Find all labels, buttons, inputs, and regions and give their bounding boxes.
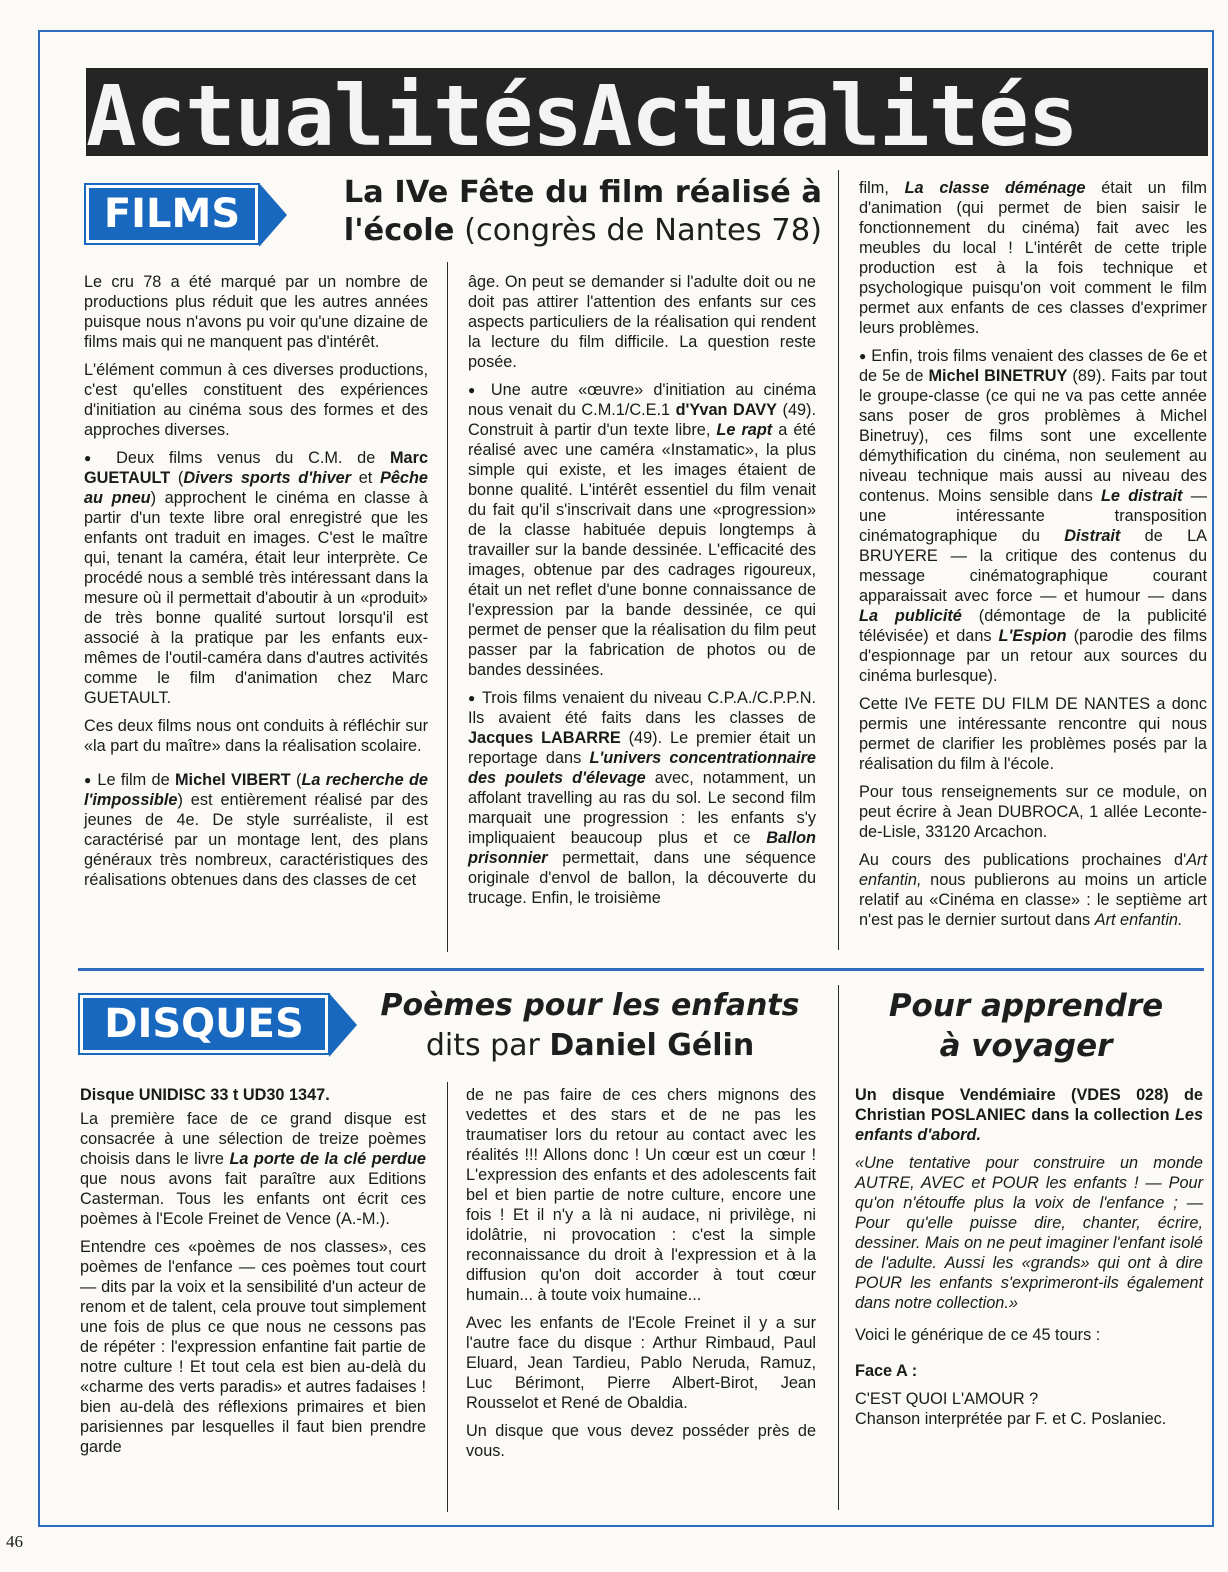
disques-c2-p1: de ne pas faire de ces chers mignons des vedettes et des stars et de ne pas les traumatiser lors du retour au contact avec les réalités !!! Allons donc ! Un cœur est un cœur ! L'expression des enfants et des adolescents fait bel et bien partie de notre culture, encore une fois ! Et il n'y a là ni audace, ni privilège, ni idolâtrie, ni provocation : c'est la simple reconnaissance du droit à l'expression et à la diffusion qu'on doit accorder à tout cœur humain... à toute voix humaine... xyxy=(466,1086,816,1304)
disques-title-line2-a: dits par xyxy=(425,1028,550,1063)
disques-tag-arrow xyxy=(329,993,357,1057)
voyager-ref: Un disque Vendémiaire (VDES 028) de Christian POSLANIEC dans la collection Les enfants d'abord. xyxy=(855,1086,1203,1144)
films-c1-p4: Ces deux films nous ont conduits à réfléchir sur «la part du maître» dans la réalisation scolaire. xyxy=(84,717,428,755)
banner-title: ActualitésActualités xyxy=(86,68,1078,156)
voyager-song: C'EST QUOI L'AMOUR ? xyxy=(855,1390,1039,1408)
films-column-3 xyxy=(859,178,1207,938)
films-column-1 xyxy=(84,272,428,898)
films-c3-p3: Cette IVe FETE DU FILM DE NANTES a donc permis une intéressante rencontre qui nous permet de clarifier les problèmes posés par la réalisation du film à l'école. xyxy=(859,695,1207,773)
bullet-icon: ● xyxy=(84,773,93,787)
films-title-line2-bold: l'école xyxy=(343,213,455,248)
disques-tag: DISQUES xyxy=(80,995,328,1053)
section-separator xyxy=(78,968,1204,971)
films-c3-p1: film, La classe déménage était un film d'animation (qui permet de bien saisir le fonctionnement du cinéma) fait avec les meubles du local ! L'intérêt de cette triple production est à la fois technique et psychologique puisqu'on voit comment le film permet aux enfants de ces classes d'exprimer leurs problèmes. xyxy=(859,179,1207,337)
disques-column-divider-2 xyxy=(838,985,839,1510)
films-column-divider-2 xyxy=(838,170,839,950)
disques-title-line1: Poèmes pour les enfants xyxy=(380,988,800,1023)
films-title-line1: La IVe Fête du film réalisé à xyxy=(343,175,822,210)
disques-column-divider-1 xyxy=(447,1082,448,1512)
disques-c1-p2: Entendre ces «poèmes de nos classes», ces poèmes de l'enfance — ces poèmes tout court — dits par la voix et la sensibilité d'un acteur de renom et de talent, cela prouve tout simplement une fois de plus ce que nous ne cessons pas de répéter : l'expression enfantine fait partie de notre culture ! Et tout cela est bien au-delà du «charme des verts paradis» et autres fadaises ! bien au-delà des réflexions primaires et bien parisiennes par lesquelles il faut bien prendre garde xyxy=(80,1238,426,1456)
disques-title-line2-b: Daniel Gélin xyxy=(549,1028,755,1063)
films-c3-p2: ● Enfin, trois films venaient des classes de 6e et de 5e de Michel BINETRUY (89). Faits par tout le groupe-classe (ce qui ne va pas cette année sans poser de gros problèmes à Michel Binetruy), ces films sont une excellente démythification du cinéma, non seulement au niveau technique mais aussi au niveau des contenus. Moins sensible dans Le distrait — une intéressante transposition cinématographique du Distrait de LA BRUYERE — la critique des contenus du message cinématographique courant apparaissait avec force — et humour — dans La publicité (démontage de la publicité télévisée) et dans L'Espion (parodie des films d'espionnage par un retour aux sources du cinéma burlesque). xyxy=(859,347,1207,685)
disques-c1-p1: La première face de ce grand disque est consacrée à une sélection de treize poèmes choisis dans le livre La porte de la clé perdue que nous avons fait paraître aux Editions Casterman. Tous les enfants ont écrit ces poèmes à l'Ecole Freinet de Vence (A.-M.). xyxy=(80,1110,426,1228)
films-title xyxy=(312,174,822,250)
films-c3-p4: Pour tous renseignements sur ce module, on peut écrire à Jean DUBROCA, 1 allée Leconte-de-Lisle, 33120 Arcachon. xyxy=(859,783,1207,841)
voyager-title-line1: Pour apprendre xyxy=(888,988,1164,1024)
films-c1-p5: ● Le film de Michel VIBERT (La recherche de l'impossible) est entièrement réalisé par des jeunes de 4e. De style surréaliste, il est caractérisé par un montage lent, des plans généraux très nombreux, caractéristiques des réalisations obtenues dans des classes de cet xyxy=(84,771,428,889)
voyager-generique: Voici le générique de ce 45 tours : xyxy=(855,1326,1101,1344)
films-tag-arrow xyxy=(259,183,287,247)
films-c1-p3: ● Deux films venus du C.M. de Marc GUETAULT (Divers sports d'hiver et Pêche au pneu) approchent le cinéma en classe à partir d'un texte libre oral enregistré que les enfants ont traduit en images. C'est le maître qui, tenant la caméra, était leur interprète. Ce procédé nous a semblé très intéressant dans la mesure où il permettait d'aboutir à un «produit» de très bonne qualité surtout lorsqu'il est associé à la pratique par les enfants eux-mêmes de l'outil-caméra dans d'autres activités comme le film d'animation chez Marc GUETAULT. xyxy=(84,449,429,707)
bullet-icon: ● xyxy=(468,691,477,705)
disques-title xyxy=(360,986,820,1066)
voyager-title-line2: à voyager xyxy=(939,1028,1113,1064)
voyager-credit: Chanson interprétée par F. et C. Poslaniec. xyxy=(855,1410,1167,1428)
actualites-banner xyxy=(86,68,1208,156)
films-tag: FILMS xyxy=(86,185,258,243)
films-c1-p2: L'élément commun à ces diverses productions, c'est qu'elles constituent des expériences d'initiation au cinéma sous des formes et des approches diverses. xyxy=(84,361,428,439)
voyager-face: Face A : xyxy=(855,1362,918,1380)
bullet-icon: ● xyxy=(84,451,102,465)
films-c3-p5: Au cours des publications prochaines d'Art enfantin, nous publierons au moins un article relatif au «Cinéma en classe» : le septième art n'est pas le dernier surtout dans Art enfantin. xyxy=(859,851,1207,929)
bullet-icon: ● xyxy=(468,383,481,397)
films-c2-p2: ● Une autre «œuvre» d'initiation au cinéma nous venait du C.M.1/C.E.1 d'Yvan DAVY (49). Construit à partir d'un texte libre, Le rapt a été réalisé avec une caméra «Instamatic», la plus simple qui existe, et les images étaient de bonne qualité. L'intérêt essentiel du film venait du fait qu'il s'inscrivait dans une «progression» de la classe habituée depuis longtemps à travailler sur la bande dessinée. L'efficacité des images, obtenue par des cadrages rigoureux, était un net reflet d'une bonne connaissance de l'expression par la bande dessinée, ce qui permet de penser que la réalisation du film peut passer par la fabrication de photos ou de bandes dessinées. xyxy=(468,381,817,679)
films-c1-p1: Le cru 78 a été marqué par un nombre de productions plus réduit que les autres années puisque nous n'avons pu voir qu'une dizaine de films mais qui ne manquent pas d'intérêt. xyxy=(84,273,428,351)
films-title-line2-rest: (congrès de Nantes 78) xyxy=(454,213,822,248)
voyager-title xyxy=(856,986,1196,1066)
disques-column-1 xyxy=(80,1085,426,1465)
films-c2-p1: âge. On peut se demander si l'adulte doit ou ne doit pas attirer l'attention des enfants sur ces aspects particuliers de la réalisation qui rendent la lecture du film difficile. La question reste posée. xyxy=(468,273,816,371)
films-column-2 xyxy=(468,272,816,916)
films-c2-p3: ● Trois films venaient du niveau C.P.A./C.P.P.N. Ils avaient été faits dans les classes de Jacques LABARRE (49). Le premier était un reportage dans L'univers concentrationnaire des poulets d'élevage avec, notamment, un affolant travelling au ras du sol. Le second film marquait une progression : les enfants s'y impliquaient beaucoup plus et ce Ballon prisonnier permettait, dans une séquence originale d'envol de ballon, la découverte du trucage. Enfin, le troisième xyxy=(468,689,817,907)
voyager-quote: «Une tentative pour construire un monde AUTRE, AVEC et POUR les enfants ! — Pour qu'on n'étouffe plus la voix de l'enfance ; — Pour qu'elle puisse dire, chanter, écrire, dessiner. Mais on ne peut imaginer l'enfant isolé de l'adulte. Aussi les «grands» qui ont à dire POUR les enfants s'exprimeront-ils également dans notre collection.» xyxy=(855,1154,1203,1312)
films-column-divider-1 xyxy=(447,262,448,952)
voyager-column xyxy=(855,1085,1203,1437)
disques-column-2 xyxy=(466,1085,816,1469)
disques-c2-p3: Un disque que vous devez posséder près de vous. xyxy=(466,1422,816,1460)
page-number: 46 xyxy=(6,1532,23,1551)
disques-ref: Disque UNIDISC 33 t UD30 1347. xyxy=(80,1086,330,1104)
bullet-icon: ● xyxy=(859,349,867,363)
disques-c2-p2: Avec les enfants de l'Ecole Freinet il y a sur l'autre face du disque : Arthur Rimbaud, Paul Eluard, Jean Tardieu, Pablo Neruda, Ramuz, Luc Bérimont, Pierre Albert-Birot, Jean Rousselot et René de Obaldia. xyxy=(466,1314,816,1412)
